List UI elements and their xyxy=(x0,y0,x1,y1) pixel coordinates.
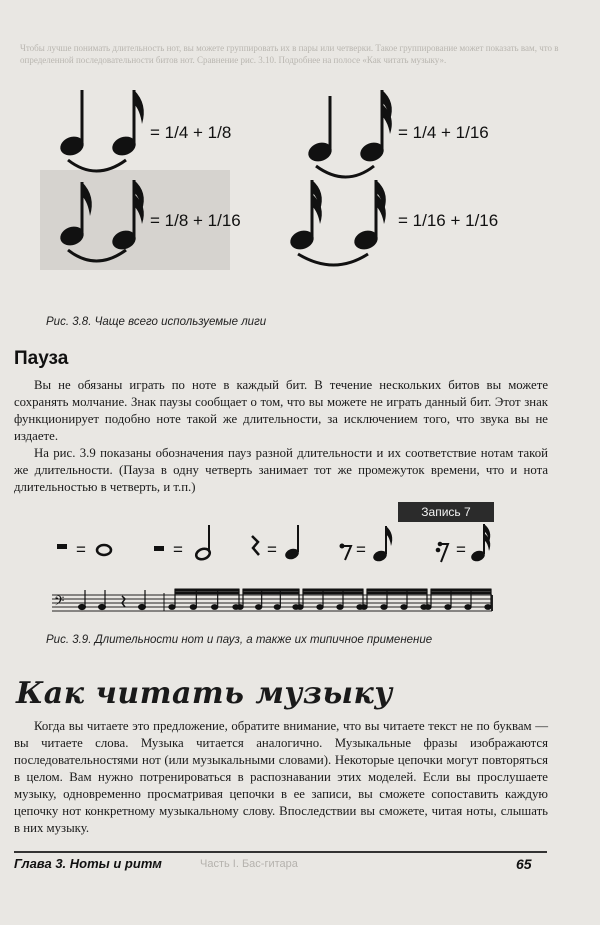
figure-39-caption: Рис. 3.9. Длительности нот и пауз, а также их типичное применение xyxy=(46,634,433,646)
equals-5: = xyxy=(456,540,466,559)
section-heading-pause: Пауза xyxy=(14,348,69,369)
figure-38-caption: Рис. 3.8. Чаще всего используемые лиги xyxy=(46,316,267,328)
tie-4-equation: = 1/16 + 1/16 xyxy=(398,211,499,230)
footer-rule xyxy=(14,851,547,853)
section-heading-read-music: Как читать музыку xyxy=(16,676,393,711)
recording-badge: Запись 7 xyxy=(398,502,494,522)
pause-paragraph-2: На рис. 3.9 показаны обозначения пауз разной длительности и их соответствие нотам такой же длительности. (Пауза в одну четверть занимает тот же промежуток времени, что и нота длительностью в четверть, и т.п.) xyxy=(14,446,548,494)
tie-2-equation: = 1/4 + 1/16 xyxy=(398,123,489,142)
bass-clef-icon: 𝄢 xyxy=(54,593,65,612)
tie-3-equation: = 1/8 + 1/16 xyxy=(150,211,241,230)
equals-3: = xyxy=(267,540,277,559)
tie-1-equation: = 1/4 + 1/8 xyxy=(150,123,232,142)
read-music-text xyxy=(14,718,548,837)
footer-chapter: Глава 3. Ноты и ритм xyxy=(14,856,162,871)
equals-1: = xyxy=(76,540,86,559)
equals-4: = xyxy=(356,540,366,559)
footer-bleed-through: Часть I. Бас-гитара xyxy=(200,858,298,870)
equals-2: = xyxy=(173,540,183,559)
page-number: 65 xyxy=(516,856,532,872)
read-music-paragraph: Когда вы читаете это предложение, обратите внимание, что вы читаете текст не по буквам — вы читаете слова. Музыка читается аналогично. Музыкальные фразы изображаются последовательностями нот (или музыкальными словами). Некоторые цепочки могут повторяться в целом. Вам нужно потренироваться в распознавании этих моделей. Если вы прослушаете музыку, одновременно просматривая цепочки в ее записи, вы сможете сопоставить каждую цепочку нот конкретному музыкальному слову. Впоследствии вы сможете, читая ноты, слышать в них музыку. xyxy=(14,719,548,835)
pause-paragraph-1: Вы не обязаны играть по ноте в каждый бит. В течение нескольких битов вы можете сохранять молчание. Знак паузы сообщает о том, что вы можете не играть данный бит. Этот знак функционирует подобно ноте такой же длительности, за исключением того, что звука вы не издаете. xyxy=(14,378,548,443)
bleed-through-text: Чтобы лучше понимать длительность нот, вы можете группировать их в пары или четверки. Такое группирование может показать вам, что в определенной последовательности битов нот. Сравнение рис. 3.10. Подробнее на полосе «Как читать музыку». xyxy=(20,43,559,65)
